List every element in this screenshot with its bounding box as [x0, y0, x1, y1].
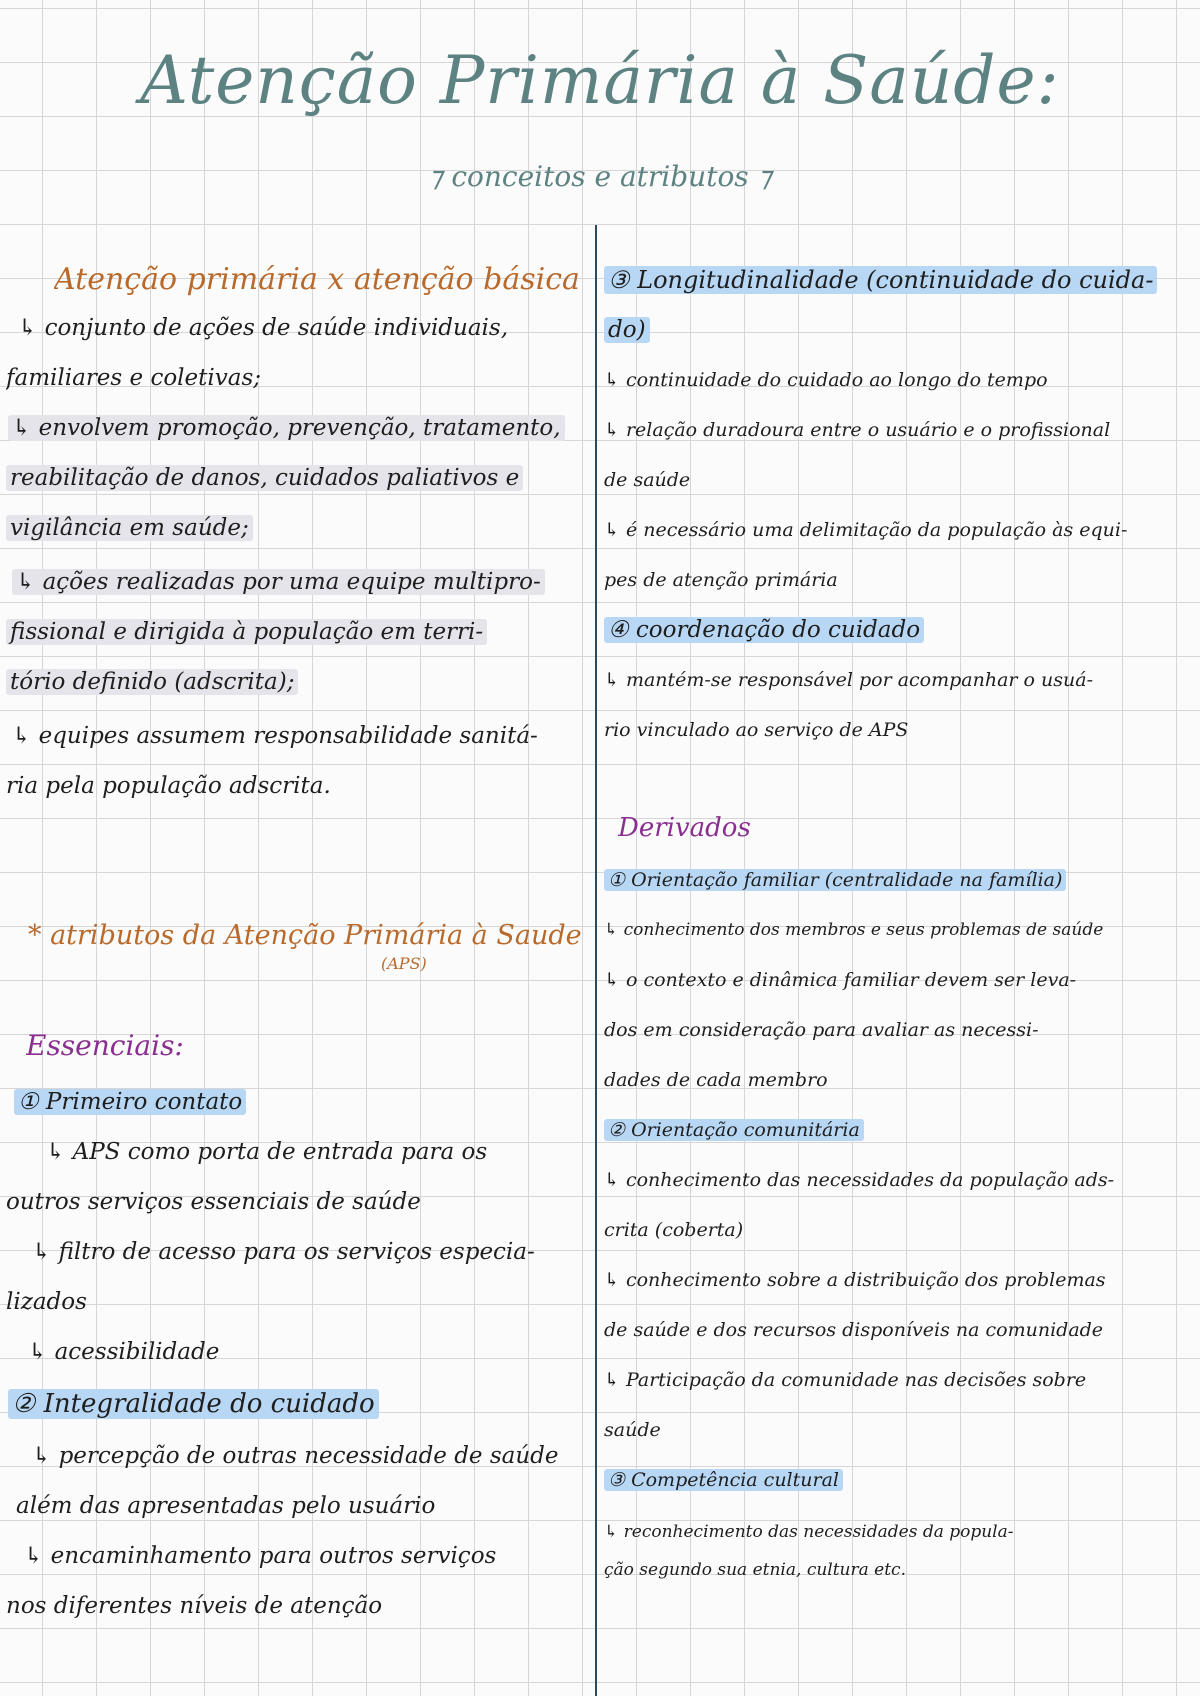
highlighted-text: tório definido (adscrita); — [6, 669, 298, 695]
attribute-title-competencia-cultural — [604, 1460, 843, 1500]
section-subtitle-aps: (APS) — [381, 954, 427, 973]
note-line — [12, 562, 545, 602]
note-line: ↳ percepção de outras necessidade de saúde — [32, 1443, 559, 1469]
note-line: ↳ filtro de acesso para os serviços especia- — [32, 1239, 535, 1265]
note-line: crita (coberta) — [604, 1219, 744, 1241]
highlighted-text: ③ Competência cultural — [604, 1469, 843, 1491]
note-line: dades de cada membro — [604, 1069, 828, 1091]
note-line: rio vinculado ao serviço de APS — [604, 719, 909, 741]
attribute-title-integralidade — [8, 1384, 379, 1424]
note-line — [6, 662, 298, 702]
note-line: lizados — [6, 1289, 87, 1315]
note-line: familiares e coletivas; — [6, 365, 262, 391]
note-line — [6, 458, 523, 498]
highlighted-text: do) — [604, 317, 650, 343]
page-title: Atenção Primária à Saúde: — [140, 42, 1060, 119]
highlighted-text: ↳ envolvem promoção, prevenção, tratamento, — [8, 415, 565, 441]
note-line: nos diferentes níveis de atenção — [6, 1593, 383, 1619]
highlighted-text: reabilitação de danos, cuidados paliativos e — [6, 465, 523, 491]
note-line: dos em consideração para avaliar as necessi- — [604, 1019, 1039, 1041]
note-line: ↳ APS como porta de entrada para os — [46, 1139, 488, 1165]
highlighted-text: ↳ ações realizadas por uma equipe multipro- — [12, 569, 545, 595]
note-line: ↳ mantém-se responsável por acompanhar o usuá- — [604, 669, 1093, 691]
highlighted-text: ① Orientação familiar (centralidade na família) — [604, 869, 1066, 891]
note-line: ↳ é necessário uma delimitação da população às equi- — [604, 519, 1128, 541]
note-line: ↳ conhecimento sobre a distribuição dos problemas — [604, 1269, 1106, 1291]
note-line: ↳ relação duradoura entre o usuário e o profissional — [604, 419, 1111, 441]
note-line: de saúde — [604, 469, 691, 491]
note-line: pes de atenção primária — [604, 569, 838, 591]
note-line: saúde — [604, 1419, 661, 1441]
highlighted-text: fissional e dirigida à população em terri- — [6, 619, 487, 645]
highlighted-text: ③ Longitudinalidade (continuidade do cuida- — [604, 266, 1157, 294]
page-subtitle: ⁊ conceitos e atributos ⁊ — [428, 160, 772, 193]
attribute-title-orientacao-comunitaria — [604, 1110, 864, 1150]
highlighted-text: ② Orientação comunitária — [604, 1119, 864, 1141]
note-line: ↳ reconhecimento das necessidades da popula- — [604, 1522, 1014, 1542]
highlighted-text: vigilância em saúde; — [6, 515, 253, 541]
attribute-title-primeiro-contato — [14, 1082, 246, 1122]
highlighted-text: ① Primeiro contato — [14, 1089, 246, 1115]
note-line: ↳ equipes assumem responsabilidade sanitá- — [12, 723, 538, 749]
note-line: ↳ o contexto e dinâmica familiar devem ser leva- — [604, 969, 1077, 991]
note-line: ↳ encaminhamento para outros serviços — [24, 1543, 497, 1569]
note-line: ção segundo sua etnia, cultura etc. — [604, 1560, 906, 1580]
note-line — [6, 508, 253, 548]
column-divider — [595, 225, 597, 1696]
attribute-title-coordenacao — [604, 610, 924, 650]
section-title-atencao-primaria: Atenção primária x atenção básica — [54, 262, 580, 297]
essenciais-title: Essenciais: — [26, 1029, 184, 1062]
note-line: de saúde e dos recursos disponíveis na comunidade — [604, 1319, 1104, 1341]
note-line: ↳ conhecimento dos membros e seus problemas de saúde — [604, 920, 1104, 940]
note-line — [6, 612, 487, 652]
highlighted-text: ④ coordenação do cuidado — [604, 617, 924, 643]
derivados-title: Derivados — [618, 813, 751, 843]
note-line — [8, 408, 565, 448]
attribute-title-longitudinalidade — [604, 260, 1157, 300]
note-line: ↳ acessibilidade — [28, 1339, 220, 1365]
note-line: ria pela população adscrita. — [6, 773, 331, 799]
note-line: ↳ conhecimento das necessidades da população ads- — [604, 1169, 1115, 1191]
note-line: ↳ Participação da comunidade nas decisões sobre — [604, 1369, 1087, 1391]
note-line: ↳ continuidade do cuidado ao longo do tempo — [604, 369, 1048, 391]
note-line: outros serviços essenciais de saúde — [6, 1189, 421, 1215]
section-title-atributos: * atributos da Atenção Primária à Saude — [28, 920, 582, 951]
attribute-title-orientacao-familiar — [604, 860, 1066, 900]
note-line: além das apresentadas pelo usuário — [16, 1493, 436, 1519]
highlighted-text: ② Integralidade do cuidado — [8, 1389, 379, 1419]
attribute-title-longitudinalidade-cont — [604, 310, 650, 350]
note-line: ↳ conjunto de ações de saúde individuais, — [18, 315, 509, 341]
